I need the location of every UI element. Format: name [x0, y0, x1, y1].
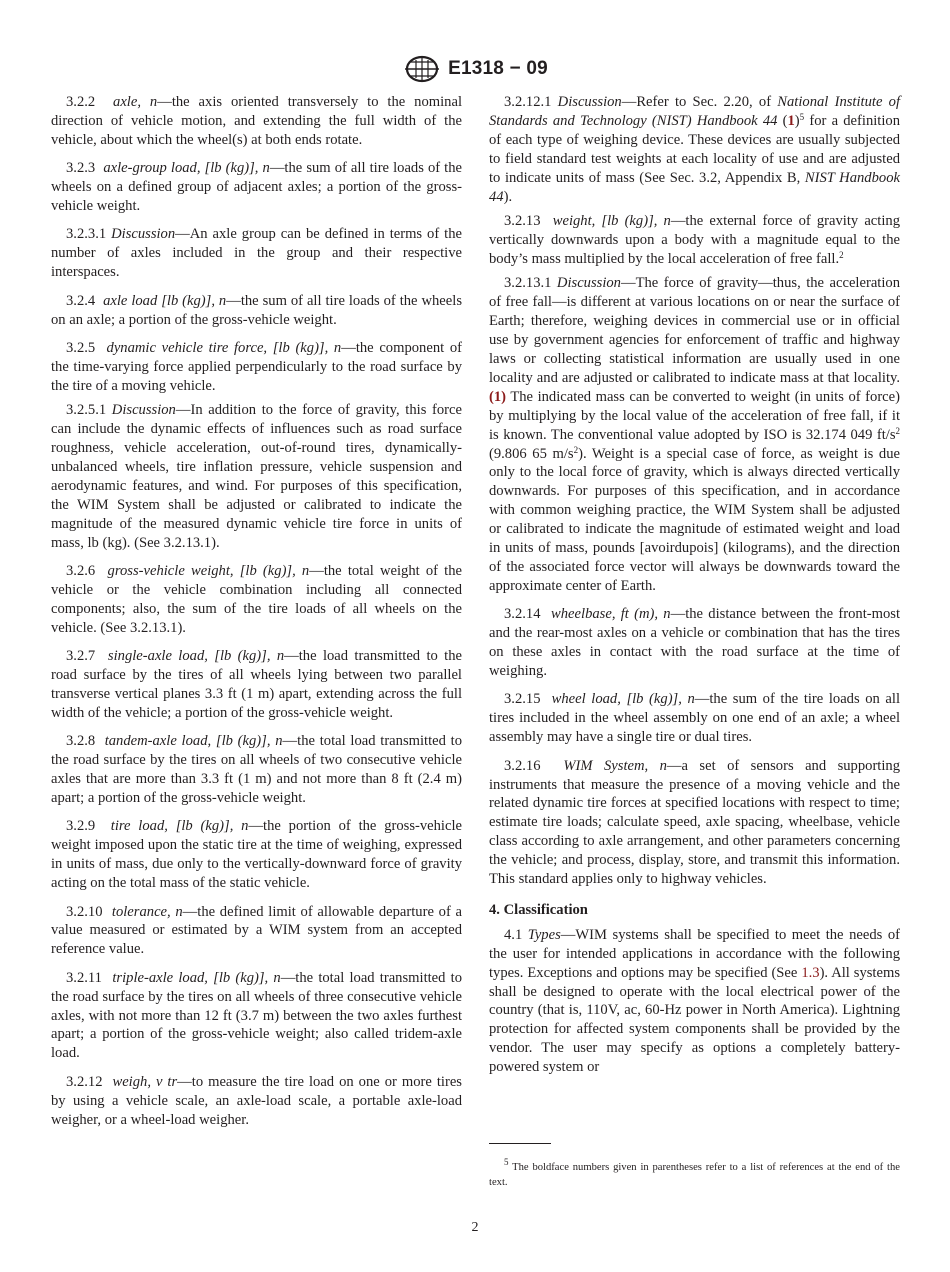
definition-3-2-9: 3.2.9 tire load, [lb (kg)], n—the portion of the gross-vehicle weight imposed upon the static tire at the time of weighing, expressed in units of mass, due only to the vertically-downward force of gravity acting on the total mass of the static vehicle. — [51, 818, 462, 892]
definition-3-2-13: 3.2.13 weight, [lb (kg)], n—the external force of gravity acting vertically downwards upon a body with a magnitude equal to the body’s mass multiplied by the local acceleration of free fall.$^2$ — [489, 213, 900, 267]
page-header — [0, 52, 950, 86]
section-heading-classification: 4. Classification — [489, 901, 588, 918]
discussion-3-2-13-1: 3.2.13.1 Discussion—The force of gravity—thus, the acceleration of free fall—is different at various locations on or near the surface of Earth; therefore, weighing devices in commercial use or in official use by government agencies for enforcement of traffic and highway laws or collecting statistical information are usually used in one locality and are adjusted or calibrated to indicate mass at that locality. (1) The indicated mass can be converted to weight (in units of force) by multiplying by the local value of the acceleration of free fall, if it is known. The conventional value adopted by ISO is 32.174 049 $ft/s^2$ (9.806 65 $m/s^2$). Weight is a special case of force, as weight is due only to the local force of gravity, which is always directed vertically downwards. For purposes of this specification, and in accordance with common weighing practice, the WIM System shall be adjusted or calibrated to indicate the magnitude of estimated weight and load in units of mass, pounds [avoirdupois] (kilograms), and the direction of the associated force vector will always be downwards toward the approximate center of Earth. — [489, 275, 900, 594]
astm-logo-icon — [402, 54, 442, 84]
discussion-3-2-12-1: 3.2.12.1 Discussion—Refer to Sec. 2.20, of National Institute of Standards and Technology (NIST) Handbook 44 $(1)^5$ for a definition of each type of weighing device. These devices are usually subjected to field standard test weights at each locality of use and are adjusted to indicate units of mass (See Sec. 3.2, Appendix B, NIST Handbook 44). — [489, 94, 900, 205]
reference-link[interactable]: 1 — [787, 112, 795, 129]
paragraph-4-1: 4.1 Types—WIM systems shall be specified to meet the needs of the user for intended applications in accordance with the following types. Exceptions and options may be specified (See 1.3). All systems shall be designed to operate with the local electrical power of the country (that is, 110V, ac, 60-Hz power in North America). Lightning protection for affected system components shall be provided by the vendor. The user may specify as options a completely battery-powered system or — [489, 926, 900, 1076]
discussion-3-2-3-1: 3.2.3.1 Discussion—An axle group can be defined in terms of the number of axles included in the group and their respective interspaces. — [51, 226, 462, 281]
footnote-divider — [489, 1143, 551, 1144]
definition-3-2-10: 3.2.10 tolerance, n—the defined limit of allowable departure of a value measured or estimated by a WIM system from an accepted reference value. — [51, 903, 462, 958]
section-link-1-3[interactable]: 1.3 — [801, 964, 820, 981]
discussion-3-2-5-1: 3.2.5.1 Discussion—In addition to the force of gravity, this force can include the dynamic effects of influences such as road surface roughness, vehicle acceleration, out-of-round tires, dynamically-unbalanced wheels, tire inflation pressure, vehicle suspension and aerodynamic features, and wind. For purposes of this specification, the WIM System shall be adjusted or calibrated to indicate the magnitude of the measured dynamic vehicle tire force in units of mass, lb (kg). (See 3.2.13.1). — [51, 402, 463, 551]
definition-3-2-11: 3.2.11 triple-axle load, [lb (kg)], n—the total load transmitted to the road surface by the tires on all wheels of three consecutive vehicle axles, with not more than 12 ft (3.7 m) between the two axles furthest apart; a portion of the gross-vehicle weight; also called tridem-axle load. — [51, 969, 463, 1062]
definition-3-2-14: 3.2.14 wheelbase, ft (m), n—the distance between the front-most and the rear-most axles on a vehicle or combination that has the tires on these axles in contact with the road surface at the time of weighing. — [489, 606, 900, 679]
definition-3-2-16: 3.2.16 WIM System, n—a set of sensors and supporting instruments that measure the presence of a moving vehicle and the related dynamic tire forces at specified locations with respect to time; estimate tire loads; calculate speed, axle spacing, wheelbase, vehicle class according to axle arrangement, and other parameters concerning the vehicle; and process, display, store, and transmit this information. This standard applies only to highway vehicles. — [489, 757, 901, 888]
definition-3-2-15: 3.2.15 wheel load, [lb (kg)], n—the sum of the tire loads on all tires included in the wheel assembly on one end of an axle; a wheel assembly may have a single tire or dual tires. — [489, 691, 900, 746]
document-designation: E1318 − 09 — [448, 58, 548, 79]
definition-3-2-2: 3.2.2 axle, n—the axis oriented transversely to the nominal direction of vehicle motion, and extending the full width of the vehicle, about which the wheel(s) at both ends rotate. — [51, 94, 463, 148]
definition-3-2-3: 3.2.3 axle-group load, [lb (kg)], n—the sum of all tire loads of the wheels on a defined group of adjacent axles; a portion of the gross-vehicle weight. — [51, 160, 463, 215]
reference-link[interactable]: (1) — [489, 388, 507, 405]
page-number: 2 — [471, 1220, 479, 1235]
definition-3-2-6: 3.2.6 gross-vehicle weight, [lb (kg)], n—the total weight of the vehicle or the vehicle combination including all connected components; also, the sum of the tire loads of all wheels on the vehicle. (See 3.2.13.1). — [51, 563, 463, 636]
definition-3-2-4: 3.2.4 axle load [lb (kg)], n—the sum of all tire loads of the wheels on an axle; a portion of the gross-vehicle weight. — [51, 292, 462, 328]
definition-3-2-8: 3.2.8 tandem-axle load, [lb (kg)], n—the total load transmitted to the road surface by the tires on all wheels of two consecutive vehicle axles that are more than 3.3 ft (1 m) and not more than 8 ft (2.4 m) apart; a portion of the gross-vehicle weight. — [51, 733, 463, 806]
right-column — [489, 93, 900, 1083]
left-column — [51, 93, 462, 1135]
definition-3-2-12: 3.2.12 weigh, v tr—to measure the tire load on one or more tires by using a vehicle scale, an axle-load scale, a portable axle-load weigher, or a wheel-load weigher. — [51, 1073, 462, 1128]
definition-3-2-5: 3.2.5 dynamic vehicle tire force, [lb (kg)], n—the component of the time-varying force applied perpendicularly to the road surface by the tire of a moving vehicle. — [51, 339, 462, 394]
footnote-5: $^5$ The boldface numbers given in parentheses refer to a list of references at the end of the text. — [489, 1157, 900, 1188]
definition-3-2-7: 3.2.7 single-axle load, [lb (kg)], n—the load transmitted to the road surface by the tires of all wheels lying between two parallel transverse vertical planes 3.3 ft (1 m) apart, extending across the full width of the vehicle; a portion of the gross-vehicle weight. — [51, 648, 462, 721]
